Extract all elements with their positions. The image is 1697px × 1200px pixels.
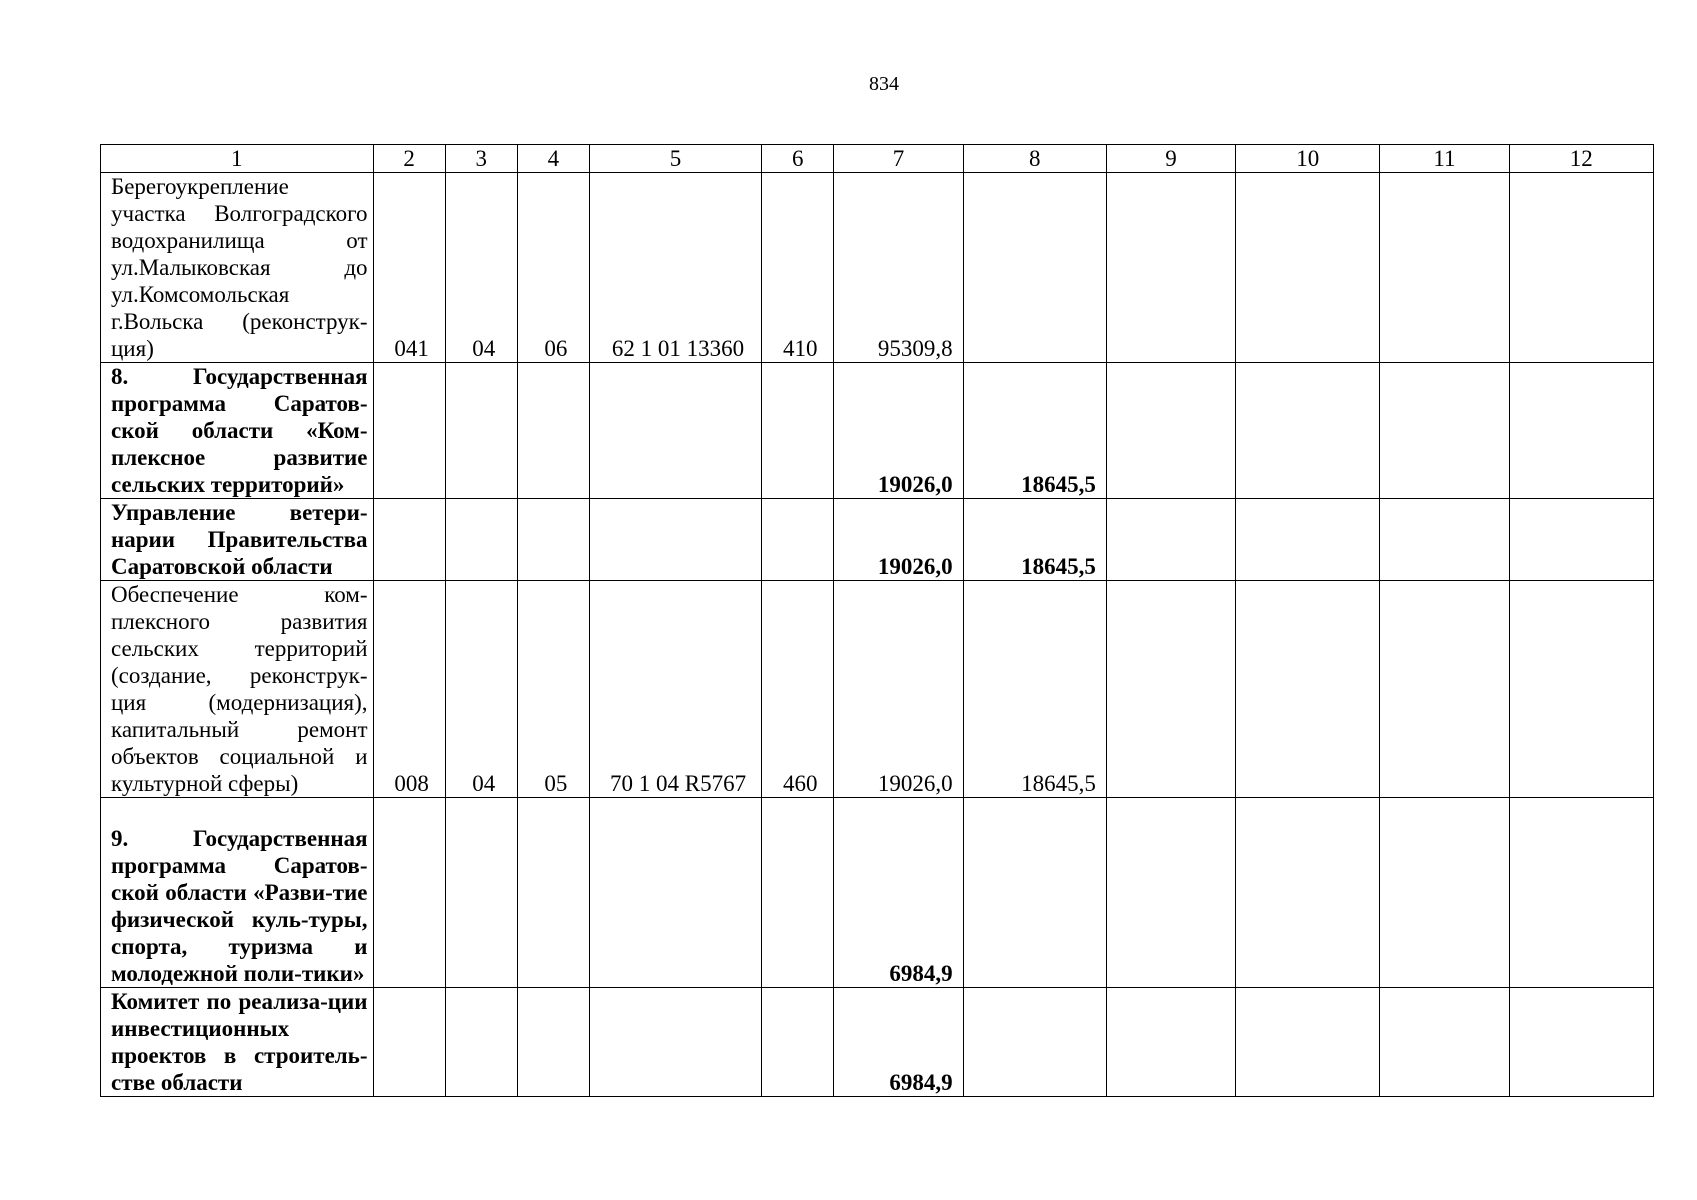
col-4-cell — [517, 499, 589, 581]
col-4-cell — [517, 988, 589, 1097]
col-11-cell — [1380, 499, 1509, 581]
col-12-cell — [1509, 363, 1653, 499]
column-header: 1 — [101, 145, 374, 173]
column-header: 2 — [373, 145, 445, 173]
row-name-cell: Комитет по реализа-ции инвестиционных проектов в строитель-стве области — [101, 988, 374, 1097]
col-4-cell: 06 — [517, 173, 589, 363]
col-5-cell — [589, 798, 761, 988]
col-12-cell — [1509, 173, 1653, 363]
row-name-cell: 8. Государственная программа Саратов-ской области «Ком-плексное развитие сельских территорий» — [101, 363, 374, 499]
col-12-cell — [1509, 581, 1653, 798]
table-row — [101, 499, 1654, 581]
col-7-cell: 19026,0 — [834, 363, 963, 499]
col-8-cell — [963, 173, 1106, 363]
col-7-cell: 19026,0 — [834, 581, 963, 798]
col-2-cell — [373, 363, 445, 499]
col-6-cell — [762, 798, 834, 988]
col-9-cell — [1106, 363, 1235, 499]
column-header: 7 — [834, 145, 963, 173]
column-header: 9 — [1106, 145, 1235, 173]
col-5-cell — [589, 363, 761, 499]
column-header: 11 — [1380, 145, 1509, 173]
col-4-cell — [517, 363, 589, 499]
row-name-cell: Обеспечение ком-плексного развития сельских территорий (создание, реконструк-ция (модернизация), капитальный ремонт объектов социальной и культурной сферы) — [101, 581, 374, 798]
col-6-cell — [762, 499, 834, 581]
col-7-cell: 95309,8 — [834, 173, 963, 363]
col-11-cell — [1380, 988, 1509, 1097]
col-9-cell — [1106, 173, 1235, 363]
col-7-cell: 19026,0 — [834, 499, 963, 581]
col-9-cell — [1106, 499, 1235, 581]
col-5-cell: 62 1 01 13360 — [589, 173, 761, 363]
column-header: 4 — [517, 145, 589, 173]
col-8-cell: 18645,5 — [963, 363, 1106, 499]
col-8-cell: 18645,5 — [963, 499, 1106, 581]
table-row — [101, 173, 1654, 363]
col-11-cell — [1380, 173, 1509, 363]
row-name-cell: Управление ветери-нарии Правительства Саратовской области — [101, 499, 374, 581]
col-6-cell: 410 — [762, 173, 834, 363]
col-11-cell — [1380, 363, 1509, 499]
col-9-cell — [1106, 581, 1235, 798]
column-header: 3 — [445, 145, 517, 173]
col-10-cell — [1236, 499, 1380, 581]
col-2-cell — [373, 798, 445, 988]
table-row — [101, 581, 1654, 798]
column-header: 12 — [1509, 145, 1653, 173]
col-2-cell: 008 — [373, 581, 445, 798]
col-5-cell — [589, 988, 761, 1097]
col-4-cell: 05 — [517, 581, 589, 798]
row-name-cell: 9. Государственная программа Саратов-ской области «Разви-тие физической куль-туры, спорта, туризма и молодежной поли-тики» — [101, 798, 374, 988]
col-10-cell — [1236, 581, 1380, 798]
page-number: 834 — [869, 73, 899, 95]
col-6-cell: 460 — [762, 581, 834, 798]
table-row — [101, 798, 1654, 988]
col-3-cell — [445, 988, 517, 1097]
col-12-cell — [1509, 988, 1653, 1097]
col-10-cell — [1236, 363, 1380, 499]
col-9-cell — [1106, 798, 1235, 988]
table-row — [101, 363, 1654, 499]
table-row — [101, 988, 1654, 1097]
col-8-cell — [963, 988, 1106, 1097]
col-8-cell — [963, 798, 1106, 988]
col-4-cell — [517, 798, 589, 988]
col-2-cell — [373, 499, 445, 581]
col-6-cell — [762, 363, 834, 499]
col-3-cell — [445, 499, 517, 581]
col-12-cell — [1509, 798, 1653, 988]
col-7-cell: 6984,9 — [834, 988, 963, 1097]
table-header-row — [101, 145, 1654, 173]
col-3-cell — [445, 798, 517, 988]
col-11-cell — [1380, 581, 1509, 798]
col-7-cell: 6984,9 — [834, 798, 963, 988]
column-header: 10 — [1236, 145, 1380, 173]
col-2-cell — [373, 988, 445, 1097]
column-header: 8 — [963, 145, 1106, 173]
column-header: 6 — [762, 145, 834, 173]
col-5-cell: 70 1 04 R5767 — [589, 581, 761, 798]
column-header: 5 — [589, 145, 761, 173]
col-3-cell — [445, 363, 517, 499]
col-9-cell — [1106, 988, 1235, 1097]
col-3-cell: 04 — [445, 173, 517, 363]
col-10-cell — [1236, 988, 1380, 1097]
col-10-cell — [1236, 173, 1380, 363]
col-2-cell: 041 — [373, 173, 445, 363]
col-6-cell — [762, 988, 834, 1097]
budget-table — [100, 144, 1654, 1097]
col-5-cell — [589, 499, 761, 581]
col-11-cell — [1380, 798, 1509, 988]
col-12-cell — [1509, 499, 1653, 581]
col-3-cell: 04 — [445, 581, 517, 798]
row-name-cell: Берегоукрепление участка Волгоградского водохранилища от ул.Малыковская до ул.Комсомольская г.Вольска (реконструк-ция) — [101, 173, 374, 363]
col-8-cell: 18645,5 — [963, 581, 1106, 798]
col-10-cell — [1236, 798, 1380, 988]
